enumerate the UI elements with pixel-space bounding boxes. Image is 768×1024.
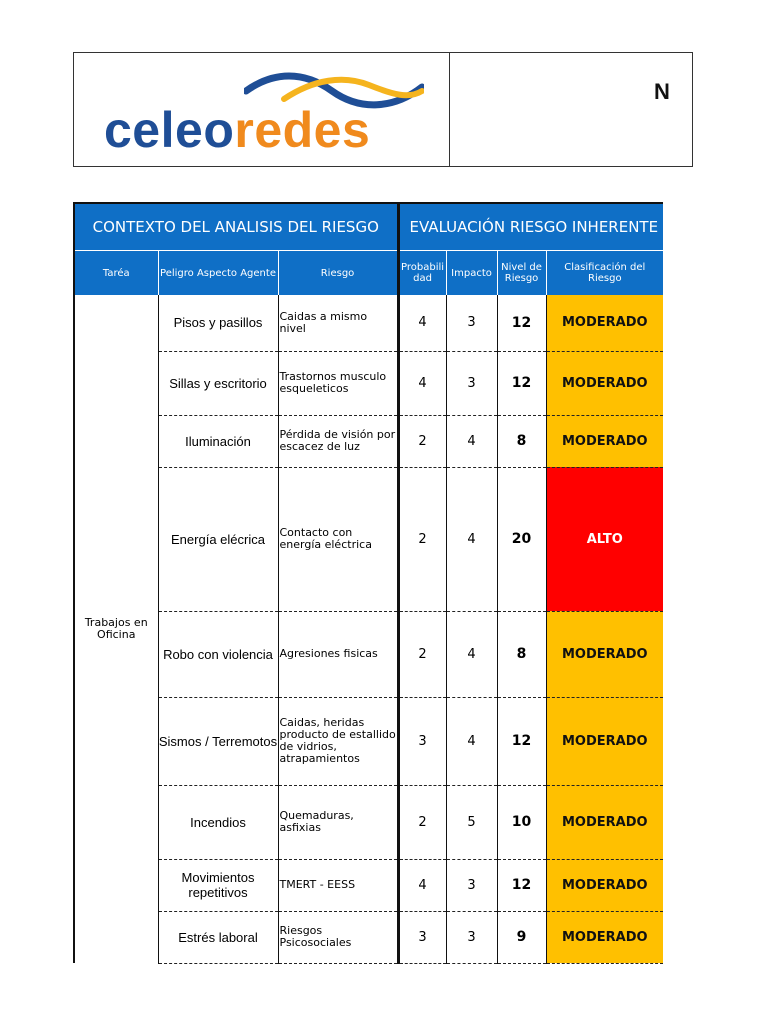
cell-riesgo: Caidas, heridas producto de estallido de vidrios, atrapamientos	[278, 697, 398, 785]
cell-riesgo: Caidas a mismo nivel	[278, 295, 398, 351]
cell-riesgo: Agresiones fisicas	[278, 611, 398, 697]
cell-riesgo: Trastornos musculo esqueleticos	[278, 351, 398, 415]
cell-peligro: Incendios	[158, 785, 278, 859]
cell-nivel: 9	[497, 911, 546, 963]
cell-impacto: 3	[446, 911, 497, 963]
cell-riesgo: Quemaduras, asfixias	[278, 785, 398, 859]
cell-nivel: 20	[497, 467, 546, 611]
cell-probabilidad: 4	[398, 859, 446, 911]
col-header-nivel: Nivel de Riesgo	[497, 251, 546, 296]
cell-tarea: Trabajos en Oficina	[74, 295, 158, 963]
cell-impacto: 3	[446, 859, 497, 911]
col-header-peligro: Peligro Aspecto Agente	[158, 251, 278, 296]
group-header-row	[74, 203, 694, 251]
cell-nivel: 8	[497, 415, 546, 467]
risk-table-body	[74, 295, 694, 963]
cell-impacto: 4	[446, 697, 497, 785]
cell-riesgo: Riesgos Psicosociales	[278, 911, 398, 963]
cell-riesgo: TMERT - EESS	[278, 859, 398, 911]
cell-nivel: 8	[497, 611, 546, 697]
cell-nivel: 12	[497, 351, 546, 415]
cell-impacto: 5	[446, 785, 497, 859]
risk-matrix-table	[73, 202, 695, 964]
header-divider	[449, 53, 450, 166]
cell-peligro: Sismos / Terremotos	[158, 697, 278, 785]
cell-peligro: Pisos y pasillos	[158, 295, 278, 351]
table-row	[74, 611, 694, 697]
cell-clasificacion: MODERADO	[546, 295, 663, 351]
col-header-impacto: Impacto	[446, 251, 497, 296]
cell-impacto: 3	[446, 295, 497, 351]
table-row	[74, 911, 694, 963]
cell-impacto: 4	[446, 611, 497, 697]
cell-impacto: 4	[446, 415, 497, 467]
cell-riesgo: Contacto con energía eléctrica	[278, 467, 398, 611]
cell-impacto: 4	[446, 467, 497, 611]
logo-wordmark-part2: redes	[234, 102, 371, 158]
cell-nivel: 12	[497, 859, 546, 911]
cell-peligro: Robo con violencia	[158, 611, 278, 697]
document-title-fragment: N	[654, 79, 670, 104]
document-header	[73, 52, 693, 167]
cell-probabilidad: 2	[398, 415, 446, 467]
cell-clasificacion: MODERADO	[546, 785, 663, 859]
group-header-evaluation: EVALUACIÓN RIESGO INHERENTE	[398, 203, 663, 251]
col-header-tarea: Taréa	[74, 251, 158, 296]
cell-probabilidad: 4	[398, 351, 446, 415]
table-row	[74, 697, 694, 785]
cell-probabilidad: 2	[398, 467, 446, 611]
col-header-clasificacion: Clasificación del Riesgo	[546, 251, 663, 296]
table-row	[74, 785, 694, 859]
cell-probabilidad: 3	[398, 697, 446, 785]
cell-peligro: Energía elécrica	[158, 467, 278, 611]
logo-wordmark	[104, 101, 370, 159]
cell-clasificacion: MODERADO	[546, 415, 663, 467]
cell-probabilidad: 2	[398, 785, 446, 859]
table-row	[74, 859, 694, 911]
cell-probabilidad: 2	[398, 611, 446, 697]
col-header-riesgo: Riesgo	[278, 251, 398, 296]
cell-clasificacion: MODERADO	[546, 697, 663, 785]
cell-clasificacion: ALTO	[546, 467, 663, 611]
cell-probabilidad: 4	[398, 295, 446, 351]
column-header-row	[74, 251, 694, 296]
group-header-context: CONTEXTO DEL ANALISIS DEL RIESGO	[74, 203, 398, 251]
cell-clasificacion: MODERADO	[546, 611, 663, 697]
cell-probabilidad: 3	[398, 911, 446, 963]
cell-riesgo: Pérdida de visión por escacez de luz	[278, 415, 398, 467]
col-header-probabilidad: Probabilidad	[398, 251, 446, 296]
cell-nivel: 12	[497, 295, 546, 351]
table-row	[74, 295, 694, 351]
cell-clasificacion: MODERADO	[546, 911, 663, 963]
table-row	[74, 351, 694, 415]
cell-nivel: 12	[497, 697, 546, 785]
cell-peligro: Movimientos repetitivos	[158, 859, 278, 911]
table-row	[74, 415, 694, 467]
company-logo	[104, 63, 434, 163]
cell-impacto: 3	[446, 351, 497, 415]
cell-peligro: Iluminación	[158, 415, 278, 467]
table-row	[74, 467, 694, 611]
cell-clasificacion: MODERADO	[546, 351, 663, 415]
cell-peligro: Estrés laboral	[158, 911, 278, 963]
cell-peligro: Sillas y escritorio	[158, 351, 278, 415]
cell-nivel: 10	[497, 785, 546, 859]
logo-wordmark-part1: celeo	[104, 102, 235, 158]
cell-clasificacion: MODERADO	[546, 859, 663, 911]
